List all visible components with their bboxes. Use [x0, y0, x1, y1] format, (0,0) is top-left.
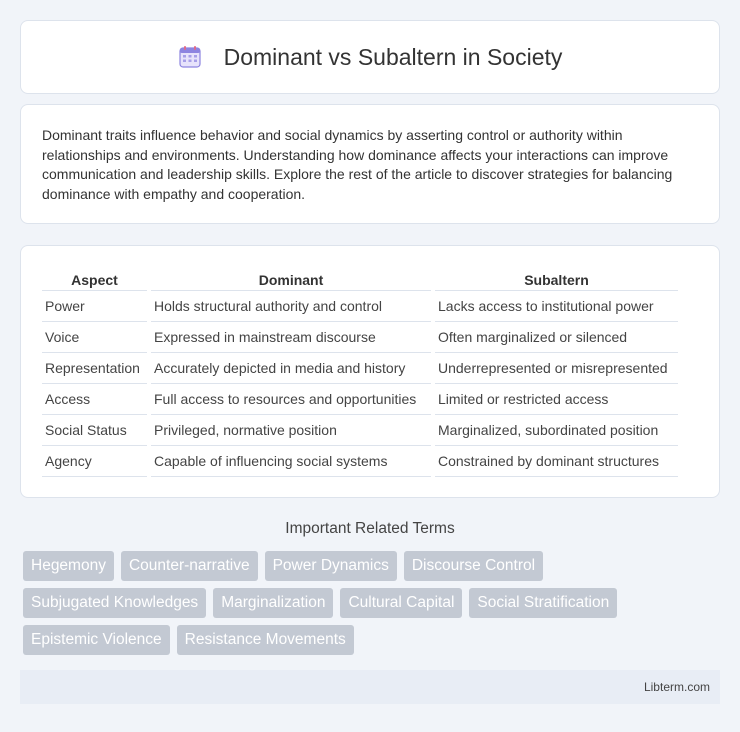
cell-aspect: Representation — [42, 353, 147, 384]
tag-social-stratification[interactable]: Social Stratification — [469, 588, 617, 618]
cell-aspect: Voice — [42, 322, 147, 353]
table-row — [42, 446, 678, 477]
comparison-table — [38, 266, 682, 477]
tag-subjugated-knowledges[interactable]: Subjugated Knowledges — [23, 588, 206, 618]
tag-marginalization[interactable]: Marginalization — [213, 588, 333, 618]
tag-epistemic-violence[interactable]: Epistemic Violence — [23, 625, 170, 655]
cell-dominant: Expressed in mainstream discourse — [151, 322, 431, 353]
cell-dominant: Accurately depicted in media and history — [151, 353, 431, 384]
calendar-icon — [178, 45, 202, 69]
cell-dominant: Full access to resources and opportunities — [151, 384, 431, 415]
cell-aspect: Access — [42, 384, 147, 415]
intro-text: Dominant traits influence behavior and social dynamics by asserting control or authority within relationships and environments. Understanding how dominance affects your interactions can improve communication and leadership skills. Explore the rest of the article to discover strategies for balancing dominance with empathy and cooperation. — [42, 127, 673, 202]
footer-site-link[interactable]: Libterm.com — [643, 680, 710, 694]
related-terms-heading: Important Related Terms — [285, 520, 455, 537]
cell-subaltern: Marginalized, subordinated position — [435, 415, 678, 446]
cell-subaltern: Often marginalized or silenced — [435, 322, 678, 353]
tag-power-dynamics[interactable]: Power Dynamics — [265, 551, 397, 581]
tag-resistance-movements[interactable]: Resistance Movements — [177, 625, 354, 655]
tag-counter-narrative[interactable]: Counter-narrative — [121, 551, 258, 581]
title-card — [20, 20, 720, 94]
tag-discourse-control[interactable]: Discourse Control — [404, 551, 543, 581]
cell-dominant: Capable of influencing social systems — [151, 446, 431, 477]
intro-card — [20, 104, 720, 224]
header-dominant: Dominant — [151, 266, 431, 291]
footer — [20, 670, 720, 704]
table-row — [42, 415, 678, 446]
table-row — [42, 384, 678, 415]
cell-dominant: Holds structural authority and control — [151, 291, 431, 322]
header-subaltern: Subaltern — [435, 266, 678, 291]
cell-aspect: Agency — [42, 446, 147, 477]
cell-subaltern: Underrepresented or misrepresented — [435, 353, 678, 384]
related-terms-list — [23, 551, 723, 662]
table-row — [42, 322, 678, 353]
cell-subaltern: Constrained by dominant structures — [435, 446, 678, 477]
cell-subaltern: Lacks access to institutional power — [435, 291, 678, 322]
cell-aspect: Social Status — [42, 415, 147, 446]
header-aspect: Aspect — [42, 266, 147, 291]
table-row — [42, 291, 678, 322]
table-row — [42, 353, 678, 384]
tag-cultural-capital[interactable]: Cultural Capital — [340, 588, 462, 618]
comparison-table-card — [20, 245, 720, 498]
cell-dominant: Privileged, normative position — [151, 415, 431, 446]
cell-subaltern: Limited or restricted access — [435, 384, 678, 415]
table-header-row — [42, 266, 678, 291]
tag-hegemony[interactable]: Hegemony — [23, 551, 114, 581]
page-title: Dominant vs Subaltern in Society — [223, 43, 563, 70]
cell-aspect: Power — [42, 291, 147, 322]
